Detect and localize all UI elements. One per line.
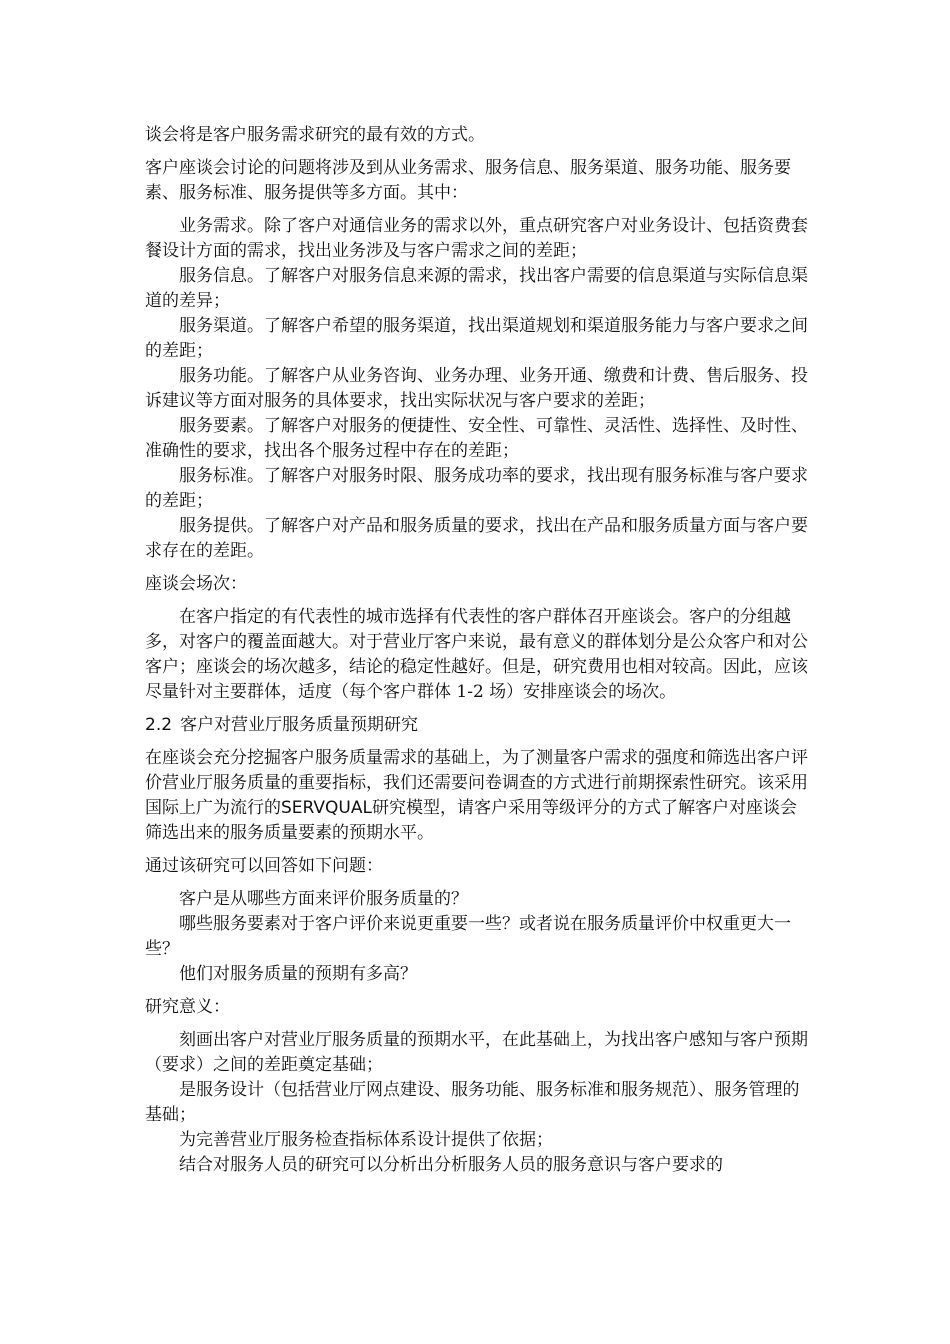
question-item: 他们对服务质量的预期有多高？ <box>179 964 417 984</box>
section-paragraph-after: 研究模型，请客户采用等级评分的方式了解客户对座谈会筛选出来的服务质量要素的预期水平。 <box>145 798 797 843</box>
questions-label: 通过该研究可以回答如下问题： <box>145 856 383 876</box>
question-item: 客户是从哪些方面来评价服务质量的？ <box>179 889 468 909</box>
section-heading <box>145 713 810 738</box>
significance-item: 结合对服务人员的研究可以分析出分析服务人员的服务意识与客户要求的 <box>179 1155 723 1175</box>
significance-label: 研究意义： <box>145 997 230 1017</box>
section-paragraph-before: 在座谈会充分挖掘客户服务质量需求的基础上，为了测量客户需求的强度和筛选出客户评价营业厅服务质量的重要指标，我们还需要问卷调查的方式进行前期探索性研究。该采用国际上广为流行的 <box>145 748 808 818</box>
topics-list <box>145 214 810 564</box>
topic-item: 服务信息。了解客户对服务信息来源的需求，找出客户需要的信息渠道与实际信息渠道的差异； <box>145 266 808 311</box>
document-page <box>145 123 810 1178</box>
topic-item: 服务功能。了解客户从业务咨询、业务办理、业务开通、缴费和计费、售后服务、投诉建议等方面对服务的具体要求，找出实际状况与客户要求的差距； <box>145 366 808 411</box>
topic-item: 服务标准。了解客户对服务时限、服务成功率的要求，找出现有服务标准与客户要求的差距； <box>145 466 808 511</box>
sessions-label: 座谈会场次： <box>145 574 247 594</box>
discussion-intro-paragraph: 客户座谈会讨论的问题将涉及到从业务需求、服务信息、服务渠道、服务功能、服务要素、服务标准、服务提供等多方面。其中： <box>145 158 791 203</box>
topic-item: 服务提供。了解客户对产品和服务质量的要求，找出在产品和服务质量方面与客户要求存在的差距。 <box>145 516 808 561</box>
significance-item: 是服务设计（包括营业厅网点建设、服务功能、服务标准和服务规范）、服务管理的基础； <box>145 1080 800 1125</box>
significance-item: 为完善营业厅服务检查指标体系设计提供了依据； <box>179 1130 553 1150</box>
topic-item: 服务要素。了解客户对服务的便捷性、安全性、可靠性、灵活性、选择性、及时性、准确性的要求，找出各个服务过程中存在的差距； <box>145 416 808 461</box>
section-title: 客户对营业厅服务质量预期研究 <box>180 715 419 735</box>
significance-item: 刻画出客户对营业厅服务质量的预期水平，在此基础上，为找出客户感知与客户预期（要求）之间的差距奠定基础； <box>145 1030 808 1075</box>
topic-item: 服务渠道。了解客户希望的服务渠道，找出渠道规划和渠道服务能力与客户要求之间的差距； <box>145 316 808 361</box>
section-paragraph <box>145 746 810 846</box>
intro-tail-paragraph: 谈会将是客户服务需求研究的最有效的方式。 <box>145 125 485 145</box>
topic-item: 业务需求。除了客户对通信业务的需求以外，重点研究客户对业务设计、包括资费套餐设计方面的需求，找出业务涉及与客户需求之间的差距； <box>145 216 808 261</box>
significance-list <box>145 1028 810 1178</box>
question-item: 哪些服务要素对于客户评价来说更重要一些？或者说在服务质量评价中权重更大一些？ <box>145 914 791 959</box>
model-name: SERVQUAL <box>281 798 372 818</box>
sessions-paragraph: 在客户指定的有代表性的城市选择有代表性的客户群体召开座谈会。客户的分组越多，对客户的覆盖面越大。对于营业厅客户来说，最有意义的群体划分是公众客户和对公客户；座谈会的场次越多，结论的稳定性越好。但是，研究费用也相对较高。因此，应该尽量针对主要群体，适度（每个客户群体 1-2 场）安排座谈会的场次。 <box>145 607 808 702</box>
section-number: 2.2 <box>145 715 173 735</box>
questions-list <box>145 887 810 987</box>
